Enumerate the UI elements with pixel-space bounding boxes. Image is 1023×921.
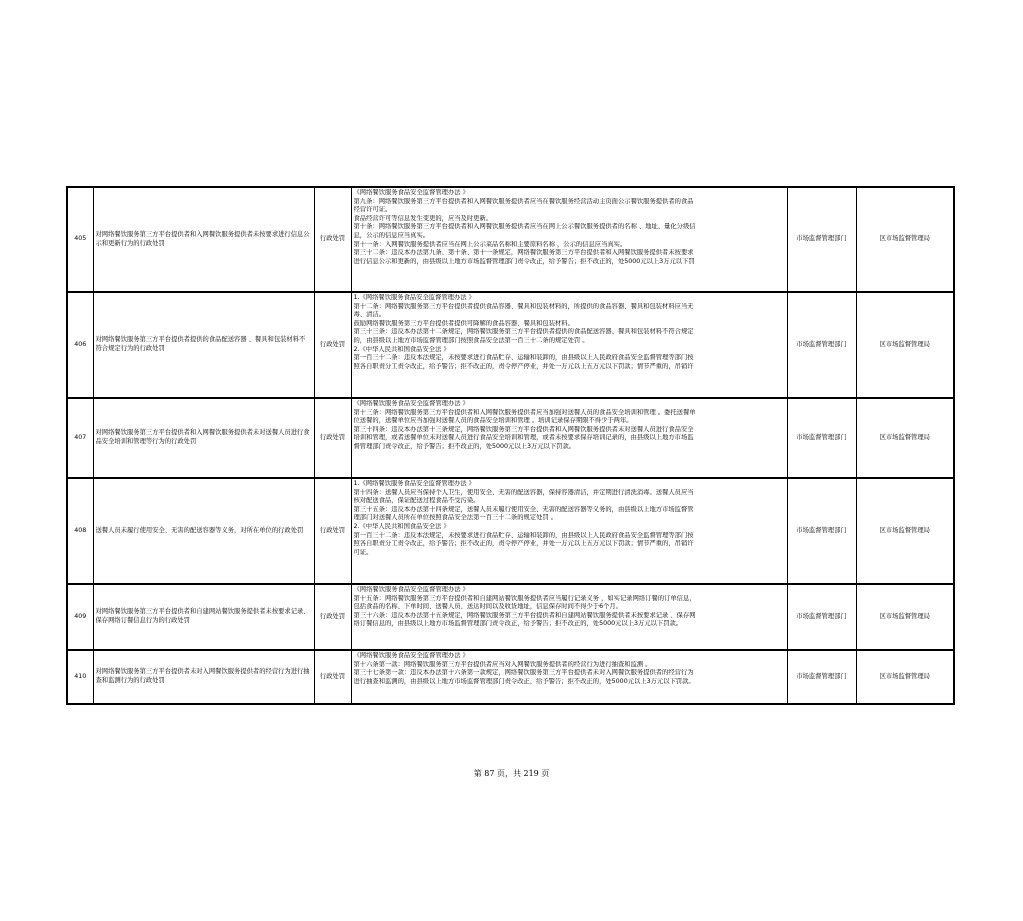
responsible-dept: 市场监督管理部门 [787, 292, 856, 398]
basis-line: 2.《中华人民共和国食品安全法 》 [353, 522, 450, 530]
item-type: 行政处罚 [314, 584, 351, 650]
basis-line: 第一百三十二条：违反本法规定，未按要求进行食品贮存、运输和装卸的，由县级以上人民政府食品安全监督管理等部门按 [353, 531, 694, 539]
basis-line: 第三十五条：违反本办法第十四条规定，送餐人员未履行使用安全、无害的配送容器等义务的，由县级以上地方市场监督管 [353, 505, 694, 513]
responsible-dept: 市场监督管理部门 [787, 187, 856, 292]
item-name: 对网络餐饮服务第三方平台提供者提供的食品配送容器 、餐具和包装材料不符合规定行为的行政处罚 [93, 292, 314, 398]
row-number: 406 [67, 292, 93, 398]
item-name: 对网络餐饮服务第三方平台提供者和自建网站餐饮服务提供者未按要求记录、保存网络订餐信息行为的行政处罚 [93, 584, 314, 650]
basis-line: 第十六条第一款：网络餐饮服务第三方平台提供者应当对入网餐饮服务提供者的经营行为进行抽查和监测 。 [353, 660, 652, 668]
basis-line: 第一百三十二条：违反本法规定，未按要求进行食品贮存、运输和装卸的，由县级以上人民政府食品安全监督管理等部门按 [353, 354, 694, 362]
implementing-org: 区市场监督管理局 [856, 292, 954, 398]
item-name: 对网络餐饮服务第三方平台提供者和入网餐饮服务提供者未按要求进行信息公示和更新行为的行政处罚 [93, 187, 314, 292]
basis-line: 第十条：网络餐饮服务第三方平台提供者和入网餐饮服务提供者应当在网上公示餐饮服务提供者的名称 、地址、量化分级信 [353, 223, 696, 231]
table-row [67, 292, 954, 398]
legal-basis [351, 584, 787, 650]
basis-line: 第十二条：网络餐饮服务第三方平台提供者提供食品容器、餐具和包装材料的，所提供的食品容器、餐具和包装材料应当无 [353, 302, 694, 310]
basis-line: 第十三条：网络餐饮服务第三方平台提供者和入网餐饮服务提供者应当加强对送餐人员的食品安全培训和管理 。委托送餐单 [353, 408, 696, 416]
basis-line: 第三十二条：违反本办法第九条、第十条、第十一条规定，网络餐饮服务第三方平台提供者和入网餐饮服务提供者未按要求 [353, 249, 694, 257]
basis-line: 息，公示的信息应当真实。 [353, 231, 430, 239]
basis-line: 第十四条：送餐人员应当保持个人卫生，使用安全、无害的配送容器，保持容器清洁，并定期进行清洗消毒。送餐人员应当 [353, 488, 694, 496]
basis-line: 鼓励网络餐饮服务第三方平台提供者提供可降解的食品容器、餐具和包装材料。 [353, 319, 574, 327]
basis-line: 第三十六条：违反本办法第十五条规定，网络餐饮服务第三方平台提供者和自建网站餐饮服务提供者未按要求记录 、保存网 [353, 611, 696, 619]
item-type: 行政处罚 [314, 398, 351, 478]
basis-line: 经营许可证。 [353, 206, 392, 214]
row-number: 408 [67, 478, 93, 584]
basis-line: 培训和管理，或者送餐单位未对送餐人员进行食品安全培训和管理，或者未按要求保存培训记录的，由县级以上地方市场监 [353, 434, 694, 442]
basis-line: 第三十三条：违反本办法第十二条规定，网络餐饮服务第三方平台提供者提供的食品配送容器、餐具和包装材料不符合规定 [353, 328, 694, 336]
implementing-org: 区市场监督管理局 [856, 650, 954, 704]
basis-line: 《网络餐饮服务食品安全监督管理办法 》 [353, 586, 469, 593]
responsible-dept: 市场监督管理部门 [787, 398, 856, 478]
legal-basis [351, 292, 787, 398]
item-name: 对网络餐饮服务第三方平台提供者和入网餐饮服务提供者未对送餐人员进行食品安全培训和管理等行为的行政处罚 [93, 398, 314, 478]
basis-line: 《网络餐饮服务食品安全监督管理办法 》 [353, 189, 469, 196]
table-row [67, 478, 954, 584]
basis-line: 理部门对送餐人员所在单位按照食品安全法第一百三十二条的规定处罚 。 [353, 514, 558, 522]
row-number: 410 [67, 650, 93, 704]
basis-line: 1.《网络餐饮服务食品安全监督管理办法 》 [353, 294, 475, 301]
basis-line: 《网络餐饮服务食品安全监督管理办法 》 [353, 400, 469, 407]
basis-line: 第十五条：网络餐饮服务第三方平台提供者和自建网站餐饮服务提供者应当履行记录义务 ，如实记录网络订餐的订单信息， [353, 594, 696, 602]
implementing-org: 区市场监督管理局 [856, 187, 954, 292]
basis-line: 毒、清洁。 [353, 311, 385, 319]
basis-line: 核对配送食品，保证配送过程食品不受污染。 [353, 497, 480, 505]
table-row [67, 187, 954, 292]
basis-line: 照各自职责分工责令改正，给予警告；拒不改正的，责令停产停业，并处一万元以上五万元以下罚款；情节严重的，吊销许 [353, 540, 694, 548]
table-row [67, 584, 954, 650]
legal-basis [351, 398, 787, 478]
page-footer: 第 87 页，共 219 页 [473, 769, 550, 778]
basis-line: 2.《中华人民共和国食品安全法 》 [353, 345, 450, 353]
implementing-org: 区市场监督管理局 [856, 584, 954, 650]
basis-line: 照各自职责分工责令改正，给予警告；拒不改正的，责令停产停业，并处一万元以上五万元以下罚款；情节严重的，吊销许 [353, 362, 694, 370]
item-table-body [67, 187, 954, 704]
row-number: 407 [67, 398, 93, 478]
row-number: 405 [67, 187, 93, 292]
basis-line: 第三十七条第一款：违反本办法第十六条第一款规定，网络餐饮服务第三方平台提供者未对入网餐饮服务提供者的经营行为 [353, 669, 694, 677]
basis-line: 第三十四条：违反本办法第十三条规定，网络餐饮服务第三方平台提供者和入网餐饮服务提供者未对送餐人员进行食品安全 [353, 425, 694, 433]
table-row [67, 398, 954, 478]
basis-line: 络订餐信息的，由县级以上地方市场监督管理部门责令改正，给予警告；拒不改正的，处5000元以上3万元以下罚款。 [353, 620, 683, 628]
basis-line: 进行抽查和监测的，由县级以上地方市场监督管理部门责令改正，给予警告；拒不改正的，处5000元以上3万元以下罚款。 [353, 677, 695, 685]
responsible-dept: 市场监督管理部门 [787, 650, 856, 704]
basis-line: 包括食品的名称、下单时间、送餐人员、送达时间以及收货地址，信息保存时间不得少于6个月。 [353, 603, 622, 611]
responsible-dept: 市场监督管理部门 [787, 584, 856, 650]
implementing-org: 区市场监督管理局 [856, 398, 954, 478]
implementing-org: 区市场监督管理局 [856, 478, 954, 584]
legal-basis [351, 478, 787, 584]
legal-basis [351, 650, 787, 704]
item-type: 行政处罚 [314, 292, 351, 398]
basis-line: 第十一条：入网餐饮服务提供者应当在网上公示菜品名称和主要原料名称 ，公示的信息应当真实。 [353, 240, 627, 248]
basis-line: 进行信息公示和更新的，由县级以上地方市场监督管理部门责令改正，给予警告；拒不改正的，处5000元以上3万元以下罚 [353, 257, 695, 265]
basis-line: 1.《网络餐饮服务食品安全监督管理办法 》 [353, 480, 475, 487]
legal-basis [351, 187, 787, 292]
basis-line: 位送餐的，送餐单位应当加强对送餐人员的食品安全培训和管理 。培训记录保存期限不得少于两年。 [353, 417, 633, 425]
basis-line: 第九条：网络餐饮服务第三方平台提供者和入网餐饮服务提供者应当在餐饮服务经营活动主页面公示餐饮服务提供者的食品 [353, 197, 694, 205]
basis-line: 督管理部门责令改正，给予警告；拒不改正的，处5000元以上3万元以下罚款。 [353, 442, 576, 450]
basis-line: 食品经营许可等信息发生变更的，应当及时更新。 [353, 214, 493, 222]
item-type: 行政处罚 [314, 478, 351, 584]
item-type: 行政处罚 [314, 650, 351, 704]
basis-line: 《网络餐饮服务食品安全监督管理办法 》 [353, 652, 469, 659]
responsible-dept: 市场监督管理部门 [787, 478, 856, 584]
item-name: 对网络餐饮服务第三方平台提供者未对入网餐饮服务提供者的经营行为进行抽查和监测行为的行政处罚 [93, 650, 314, 704]
item-name: 送餐人员未履行使用安全、无害的配送容器等义务，对所在单位的行政处罚 [93, 478, 314, 584]
basis-line: 的，由县级以上地方市场监督管理部门按照食品安全法第一百三十二条的规定处罚 。 [353, 336, 589, 344]
item-table [66, 186, 955, 705]
row-number: 409 [67, 584, 93, 650]
item-type: 行政处罚 [314, 187, 351, 292]
basis-line: 可证。 [353, 548, 373, 556]
table-row [67, 650, 954, 704]
